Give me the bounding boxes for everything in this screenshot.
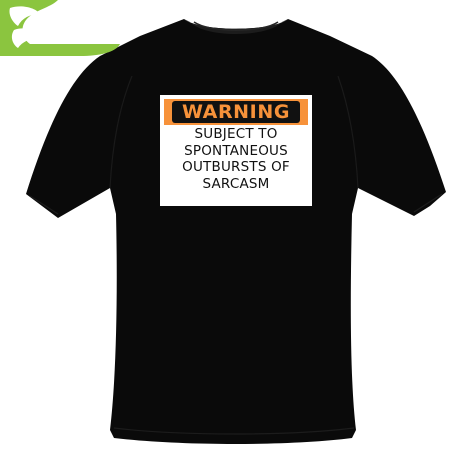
logo-text: leisure t shirt [62, 30, 117, 38]
warning-title: WARNING [181, 101, 291, 123]
brand-logo [0, 0, 120, 58]
leaf-logo-icon [0, 0, 120, 58]
warning-line: SARCASM [202, 175, 270, 192]
warning-message [162, 126, 310, 192]
warning-sign-print [160, 95, 312, 206]
warning-line: SUBJECT TO [194, 126, 278, 142]
warning-badge [172, 101, 300, 123]
warning-line: OUTBURSTS OF [182, 159, 290, 175]
warning-header [164, 99, 308, 125]
tshirt-body [26, 19, 446, 444]
warning-line: SPONTANEOUS [184, 142, 288, 159]
